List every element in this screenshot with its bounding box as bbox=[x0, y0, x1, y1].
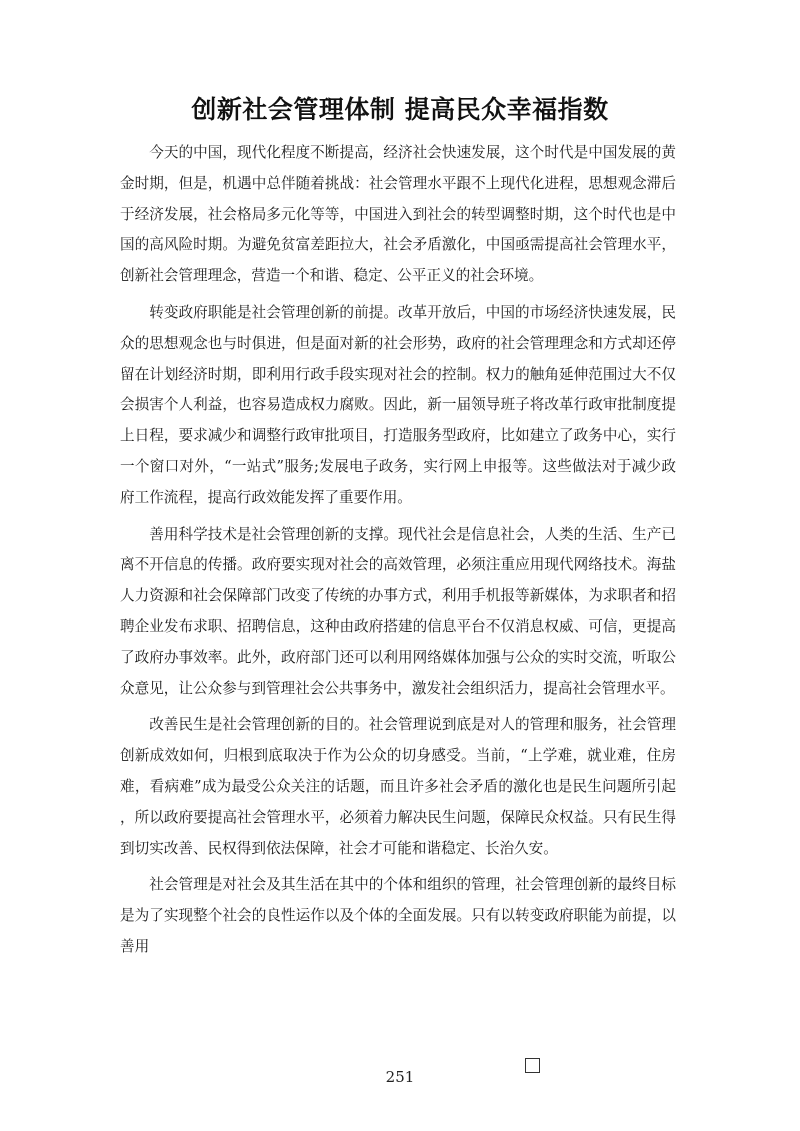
article-title: 创新社会管理体制 提高民众幸福指数 bbox=[191, 95, 609, 124]
paragraph-conclusion: 社会管理是对社会及其生活在其中的个体和组织的管理，社会管理创新的最终目标是为了实现整个社会的良性运作以及个体的全面发展。只有以转变政府职能为前提，以善用 bbox=[120, 876, 676, 955]
page-number: 251 bbox=[385, 1068, 415, 1086]
checkbox-mark bbox=[525, 1058, 540, 1073]
paragraph-livelihood: 改善民生是社会管理创新的目的。社会管理说到底是对人的管理和服务，社会管理创新成效如何，归根到底取决于作为公众的切身感受。当前，“上学难，就业难，住房难，看病难”成为最受公众关注的话题，而且许多社会矛盾的激化也是民生问题所引起，所以政府要提高社会管理水平，必须着力解决民生问题，保障民众权益。只有民生得到切实改善、民权得到依法保障，社会才可能和谐稳定、长治久安。 bbox=[120, 716, 676, 857]
paragraph-government-functions: 转变政府职能是社会管理创新的前提。改革开放后，中国的市场经济快速发展，民众的思想观念也与时俱进，但是面对新的社会形势，政府的社会管理理念和方式却还停留在计划经济时期，即利用行政手段实现对社会的控制。权力的触角延伸范围过大不仅会损害个人利益，也容易造成权力腐败。因此，新一届领导班子将改革行政审批制度提上日程，要求减少和调整行政审批项目，打造服务型政府，比如建立了政务中心，实行一个窗口对外，“一站式”服务;发展电子政务，实行网上申报等。这些做法对于减少政府工作流程，提高行政效能发挥了重要作用。 bbox=[120, 303, 676, 506]
paragraph-intro: 今天的中国，现代化程度不断提高，经济社会快速发展，这个时代是中国发展的黄金时期，但是，机遇中总伴随着挑战：社会管理水平跟不上现代化进程，思想观念滞后于经济发展，社会格局多元化等等，中国进入到社会的转型调整时期，这个时代也是中国的高风险时期。为避免贫富差距拉大，社会矛盾激化，中国亟需提高社会管理水平，创新社会管理理念，营造一个和谐、稳定、公平正义的社会环境。 bbox=[120, 144, 676, 285]
paragraph-technology: 善用科学技术是社会管理创新的支撑。现代社会是信息社会，人类的生活、生产已离不开信息的传播。政府要实现对社会的高效管理，必须注重应用现代网络技术。海盐人力资源和社会保障部门改变了传统的办事方式，利用手机报等新媒体，为求职者和招聘企业发布求职、招聘信息，这种由政府搭建的信息平台不仅消息权威、可信，更提高了政府办事效率。此外，政府部门还可以利用网络媒体加强与公众的实时交流，听取公众意见，让公众参与到管理社会公共事务中，激发社会组织活力，提高社会管理水平。 bbox=[120, 525, 676, 697]
article-body bbox=[120, 138, 676, 969]
